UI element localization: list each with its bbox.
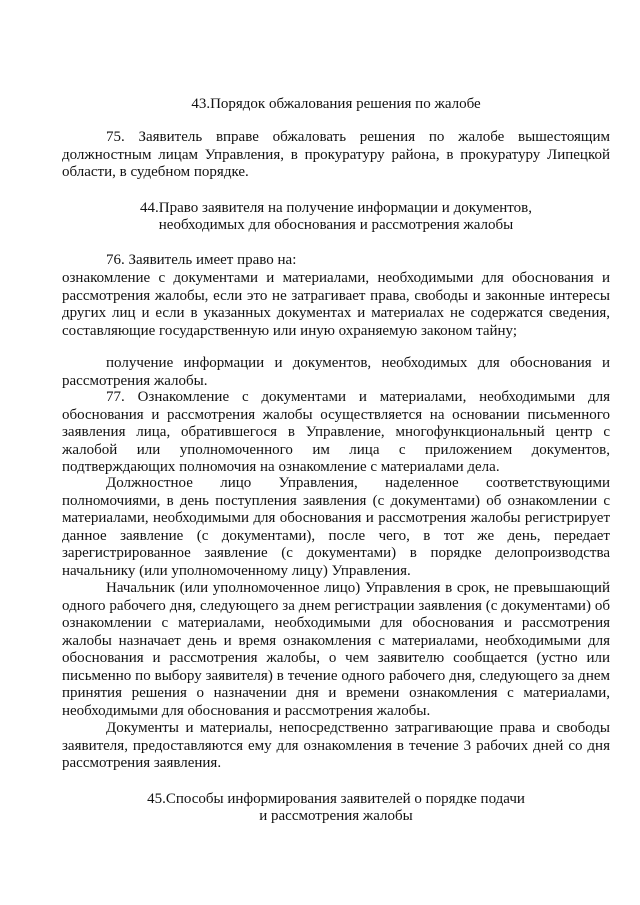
paragraph-official: Должностное лицо Управления, наделенное соответствующими полномочиями, в день поступления заявления (с документами) об ознакомлении с материалами, необходимыми для обоснования и рассмотрения жалобы регистрирует данное заявление (с документами), после чего, в тот же день, передает зарегистрированное заявление (с документами) в порядке делопроизводства начальнику (или уполномоченному лицу) Управления. <box>62 475 610 579</box>
paragraph-75: 75. Заявитель вправе обжаловать решения по жалобе вышестоящим должностным лицам Управления, в прокуратуру района, в прокуратуру Липецкой области, в судебном порядке. <box>62 129 610 180</box>
section-44-heading-line-2: необходимых для обоснования и рассмотрения жалобы <box>158 217 514 233</box>
paragraph-76-item-1: ознакомление с документами и материалами, необходимыми для обоснования и рассмотрения жалобы, если это не затрагивает права, свободы и законные интересы других лиц и если в указанных документах и материалах не содержатся сведения, составляющие государственную или иную охраняемую законом тайну; <box>62 270 610 339</box>
paragraph-chief: Начальник (или уполномоченное лицо) Управления в срок, не превышающий одного рабочего дня, следующего за днем регистрации заявления (с документами) об ознакомлении с материалами, необходимыми для обоснования и рассмотрения жалобы назначает день и время ознакомления с материалами, необходимыми для обоснования и рассмотрения жалобы, о чем заявителю сообщается (устно или письменно по выбору заявителя) в течение одного рабочего дня, следующего за днем принятия решения о назначении дня и времени ознакомления с материалами, необходимыми для обоснования и рассмотрения жалобы. <box>62 580 610 719</box>
paragraph-documents: Документы и материалы, непосредственно затрагивающие права и свободы заявителя, предоставляются ему для ознакомления в течение 3 рабочих дней со дня рассмотрения заявления. <box>62 720 610 771</box>
paragraph-76-intro: 76. Заявитель имеет право на: <box>106 252 297 268</box>
section-45-heading <box>62 791 610 825</box>
paragraph-77: 77. Ознакомление с документами и материалами, необходимыми для обоснования и рассмотрения жалобы осуществляется на основании письменного заявления лица, обратившегося в Управление, многофункциональный центр с жалобой или уполномоченного им лица с приложением документов, подтверждающих полномочия на ознакомление с материалами дела. <box>62 389 610 475</box>
section-44-heading <box>62 200 610 234</box>
section-44-heading-line-1: 44.Право заявителя на получение информации и документов, <box>140 200 532 216</box>
section-45-heading-line-1: 45.Способы информирования заявителей о порядке подачи <box>147 791 525 807</box>
section-43-heading: 43.Порядок обжалования решения по жалобе <box>191 96 481 112</box>
section-45-heading-line-2: и рассмотрения жалобы <box>259 808 413 824</box>
paragraph-76-item-2: получение информации и документов, необходимых для обоснования и рассмотрения жалобы. <box>62 355 610 389</box>
